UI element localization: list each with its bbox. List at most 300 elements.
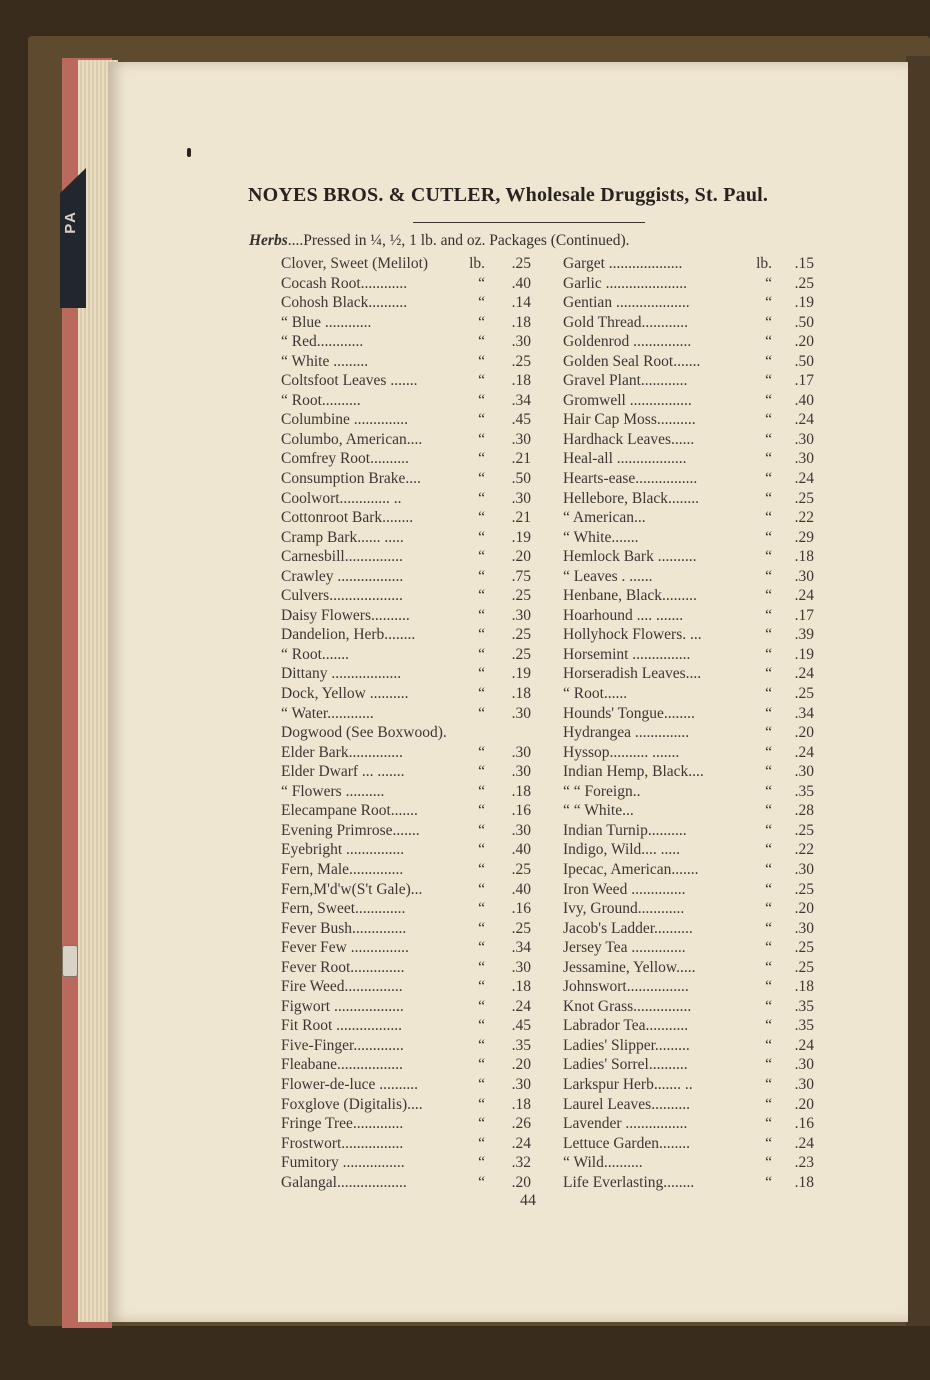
item-name: “ American...: [563, 509, 646, 527]
price-row: [563, 1075, 814, 1095]
price-row: [281, 1114, 531, 1134]
item-name: Fever Root..............: [281, 958, 405, 976]
item-name: Crawley .................: [281, 567, 404, 585]
price-row: [281, 704, 531, 724]
price-row: [281, 1016, 531, 1036]
item-unit: “: [478, 1056, 485, 1074]
item-unit: “: [478, 939, 485, 957]
item-unit: “: [478, 900, 485, 918]
item-price: .19: [794, 645, 814, 663]
index-tab-label: PA: [62, 210, 79, 234]
item-unit: “: [765, 372, 772, 390]
item-price: .18: [511, 372, 531, 390]
item-price: .19: [511, 665, 531, 683]
item-price: .24: [511, 997, 531, 1015]
price-row: [563, 762, 814, 782]
item-price: .18: [794, 1173, 814, 1191]
item-name: Goldenrod ...............: [563, 333, 692, 351]
item-price: .39: [794, 626, 814, 644]
price-row: [281, 489, 531, 509]
price-row: [281, 782, 531, 802]
item-price: .30: [794, 430, 814, 448]
item-unit: “: [765, 1173, 772, 1191]
item-price: .22: [794, 509, 814, 527]
item-price: .30: [794, 567, 814, 585]
item-unit: “: [765, 978, 772, 996]
item-price: .20: [794, 333, 814, 351]
item-name: “ Red............: [281, 333, 364, 351]
price-row: [281, 880, 531, 900]
item-unit: “: [478, 704, 485, 722]
item-price: .20: [794, 900, 814, 918]
item-price: .30: [511, 821, 531, 839]
item-price: .24: [794, 743, 814, 761]
price-row: [281, 547, 531, 567]
item-name: Labrador Tea...........: [563, 1017, 689, 1035]
item-unit: “: [478, 743, 485, 761]
item-unit: “: [478, 411, 485, 429]
price-row: [563, 1153, 814, 1173]
item-name: “ Wild..........: [563, 1154, 643, 1172]
section-intro: [249, 232, 630, 250]
item-unit: “: [478, 645, 485, 663]
item-name: Ladies' Sorrel..........: [563, 1056, 688, 1074]
item-price: .19: [794, 294, 814, 312]
item-price: .20: [794, 1095, 814, 1113]
ink-mark: [187, 148, 191, 157]
item-name: “ Root..........: [281, 391, 361, 409]
price-row: [281, 645, 531, 665]
item-unit: “: [765, 704, 772, 722]
item-unit: “: [765, 685, 772, 703]
item-name: Heal-all ..................: [563, 450, 687, 468]
price-row: [563, 1016, 814, 1036]
item-unit: “: [765, 1036, 772, 1054]
item-unit: “: [478, 1154, 485, 1172]
item-price: .35: [794, 782, 814, 800]
price-row: [563, 840, 814, 860]
item-name: Fire Weed...............: [281, 978, 403, 996]
left-price-column: [281, 254, 531, 1192]
item-unit: “: [765, 1134, 772, 1152]
price-row: [563, 254, 814, 274]
item-unit: “: [478, 1075, 485, 1093]
item-price: .25: [511, 255, 531, 272]
item-name: Columbine ..............: [281, 411, 409, 429]
item-unit: “: [478, 802, 485, 820]
item-name: Johnswort................: [563, 978, 689, 996]
item-unit: “: [765, 294, 772, 312]
price-row: [281, 684, 531, 704]
item-unit: “: [478, 509, 485, 527]
item-name: Garlic .....................: [563, 274, 687, 292]
paper-clip-icon: [62, 945, 78, 977]
item-name: Horsemint ...............: [563, 645, 691, 663]
item-price: .40: [511, 880, 531, 898]
header-rule: [413, 222, 645, 223]
item-name: Laurel Leaves..........: [563, 1095, 690, 1113]
item-name: Knot Grass...............: [563, 997, 692, 1015]
item-unit: “: [765, 274, 772, 292]
item-name: Comfrey Root..........: [281, 450, 409, 468]
item-name: Elder Bark..............: [281, 743, 403, 761]
item-name: Jacob's Ladder..........: [563, 919, 693, 937]
item-name: Hardhack Leaves......: [563, 430, 695, 448]
item-unit: “: [765, 1017, 772, 1035]
price-row: [281, 410, 531, 430]
item-price: .18: [511, 685, 531, 703]
price-row: [281, 1095, 531, 1115]
item-price: .16: [511, 802, 531, 820]
item-price: .24: [794, 665, 814, 683]
item-name: Carnesbill...............: [281, 548, 403, 566]
item-price: .30: [511, 489, 531, 507]
price-row: [563, 704, 814, 724]
price-row: [281, 586, 531, 606]
item-price: .24: [794, 1036, 814, 1054]
item-name: Gravel Plant............: [563, 372, 688, 390]
price-row: [281, 391, 531, 411]
item-name: “ Water............: [281, 704, 374, 722]
item-unit: “: [765, 470, 772, 488]
item-price: .24: [794, 411, 814, 429]
item-unit: “: [478, 763, 485, 781]
item-price: .25: [511, 919, 531, 937]
item-unit: “: [478, 372, 485, 390]
item-name: Fever Bush..............: [281, 919, 407, 937]
item-name: Hemlock Bark ..........: [563, 548, 697, 566]
item-name: “ “ White...: [563, 802, 634, 820]
item-name: Columbo, American....: [281, 430, 423, 448]
item-unit: “: [765, 391, 772, 409]
item-unit: “: [765, 1154, 772, 1172]
item-name: Garget ...................: [563, 255, 683, 272]
item-unit: “: [478, 997, 485, 1015]
item-unit: “: [765, 802, 772, 820]
item-name: Hounds' Tongue........: [563, 704, 695, 722]
item-name: Golden Seal Root.......: [563, 352, 701, 370]
item-price: .34: [511, 939, 531, 957]
item-price: .25: [511, 645, 531, 663]
item-name: Jersey Tea ..............: [563, 939, 686, 957]
price-row: [281, 469, 531, 489]
item-unit: “: [478, 548, 485, 566]
item-price: .30: [511, 606, 531, 624]
item-name: Ipecac, American.......: [563, 860, 699, 878]
item-price: .19: [511, 528, 531, 546]
item-unit: “: [765, 821, 772, 839]
item-name: Consumption Brake....: [281, 470, 421, 488]
section-description: ....Pressed in ¼, ½, 1 lb. and oz. Packages (Continued).: [287, 232, 630, 249]
item-unit: “: [478, 313, 485, 331]
next-page-edge: [906, 56, 930, 1326]
item-unit: “: [478, 391, 485, 409]
item-price: .18: [511, 978, 531, 996]
price-row: [563, 332, 814, 352]
price-row: [281, 1134, 531, 1154]
price-row: [563, 977, 814, 997]
item-name: Elder Dwarf ... .......: [281, 763, 405, 781]
item-price: .30: [511, 430, 531, 448]
item-unit: “: [765, 509, 772, 527]
price-row: [281, 449, 531, 469]
item-name: Frostwort................: [281, 1134, 404, 1152]
item-name: Daisy Flowers..........: [281, 606, 410, 624]
item-unit: “: [478, 352, 485, 370]
item-unit: “: [478, 294, 485, 312]
item-name: Figwort ..................: [281, 997, 404, 1015]
item-price: .24: [794, 470, 814, 488]
item-unit: “: [478, 587, 485, 605]
item-price: .30: [511, 958, 531, 976]
item-name: Flower-de-luce ..........: [281, 1075, 418, 1093]
item-unit: “: [478, 606, 485, 624]
price-row: [563, 664, 814, 684]
item-unit: “: [478, 821, 485, 839]
item-name: Cramp Bark...... .....: [281, 528, 404, 546]
item-unit: “: [478, 470, 485, 488]
price-row: [281, 508, 531, 528]
item-unit: “: [765, 626, 772, 644]
item-name: “ Blue ............: [281, 313, 372, 331]
price-row: [281, 606, 531, 626]
price-row: [563, 313, 814, 333]
price-row: [281, 528, 531, 548]
item-price: .29: [794, 528, 814, 546]
item-price: .40: [511, 274, 531, 292]
price-row: [281, 1173, 531, 1193]
item-unit: “: [765, 1075, 772, 1093]
item-unit: “: [765, 997, 772, 1015]
item-price: .35: [794, 997, 814, 1015]
item-name: Fleabane.................: [281, 1056, 403, 1074]
item-name: “ “ Foreign..: [563, 782, 641, 800]
item-unit: “: [765, 1095, 772, 1113]
item-price: .34: [794, 704, 814, 722]
item-price: .25: [511, 352, 531, 370]
price-row: [563, 860, 814, 880]
price-row: [281, 1153, 531, 1173]
price-row: [281, 958, 531, 978]
price-row: [563, 274, 814, 294]
item-name: Clover, Sweet (Melilot): [281, 255, 429, 272]
item-unit: “: [478, 1115, 485, 1133]
item-unit: “: [478, 274, 485, 292]
price-row: [281, 352, 531, 372]
item-name: Fringe Tree.............: [281, 1115, 404, 1133]
item-name: Indian Turnip..........: [563, 821, 687, 839]
price-row: [563, 723, 814, 743]
price-row: [563, 1095, 814, 1115]
item-price: .15: [794, 255, 814, 272]
price-row: [281, 625, 531, 645]
item-name: Ivy, Ground............: [563, 900, 685, 918]
item-unit: “: [765, 880, 772, 898]
price-row: [563, 821, 814, 841]
price-row: [281, 762, 531, 782]
item-price: .35: [794, 1017, 814, 1035]
right-price-column: [563, 254, 814, 1192]
item-unit: “: [765, 958, 772, 976]
item-name: Hydrangea ..............: [563, 724, 690, 742]
item-price: .26: [511, 1115, 531, 1133]
item-name: “ Root......: [563, 685, 628, 703]
price-row: [281, 254, 531, 274]
price-row: [281, 860, 531, 880]
item-name: Dittany ..................: [281, 665, 402, 683]
item-unit: “: [765, 489, 772, 507]
price-row: [281, 430, 531, 450]
item-unit: “: [478, 782, 485, 800]
item-name: Hair Cap Moss..........: [563, 411, 696, 429]
item-unit: “: [478, 1173, 485, 1191]
item-price: .23: [794, 1154, 814, 1172]
item-name: Elecampane Root.......: [281, 802, 418, 820]
item-name: Cocash Root............: [281, 274, 408, 292]
item-unit: “: [478, 685, 485, 703]
item-price: .45: [511, 1017, 531, 1035]
item-unit: “: [765, 939, 772, 957]
price-row: [281, 997, 531, 1017]
item-unit: “: [478, 1017, 485, 1035]
item-price: .25: [511, 626, 531, 644]
price-row: [563, 410, 814, 430]
item-name: Dogwood (See Boxwood).: [281, 724, 447, 742]
item-price: .24: [794, 587, 814, 605]
item-unit: “: [765, 645, 772, 663]
price-row: [563, 899, 814, 919]
price-row: [563, 743, 814, 763]
price-row: [563, 919, 814, 939]
item-price: .25: [794, 274, 814, 292]
item-price: .50: [511, 470, 531, 488]
price-row: [563, 880, 814, 900]
item-price: .30: [511, 763, 531, 781]
item-unit: “: [765, 450, 772, 468]
item-price: .24: [794, 1134, 814, 1152]
item-unit: “: [478, 665, 485, 683]
item-name: Cohosh Black..........: [281, 294, 408, 312]
item-name: Hyssop.......... .......: [563, 743, 680, 761]
price-row: [563, 1114, 814, 1134]
item-unit: “: [765, 333, 772, 351]
item-price: .25: [794, 821, 814, 839]
price-row: [563, 1055, 814, 1075]
item-name: Hellebore, Black........: [563, 489, 700, 507]
item-price: .24: [511, 1134, 531, 1152]
price-row: [563, 489, 814, 509]
price-row: [563, 1134, 814, 1154]
item-price: .25: [794, 880, 814, 898]
page-number: 44: [520, 1192, 536, 1209]
item-unit: “: [765, 587, 772, 605]
item-price: .50: [794, 313, 814, 331]
item-price: .30: [511, 1075, 531, 1093]
price-row: [281, 1055, 531, 1075]
item-price: .25: [794, 939, 814, 957]
item-price: .30: [511, 743, 531, 761]
item-unit: “: [478, 841, 485, 859]
item-price: .16: [511, 900, 531, 918]
item-unit: “: [765, 860, 772, 878]
item-name: Jessamine, Yellow.....: [563, 958, 696, 976]
item-price: .18: [794, 548, 814, 566]
item-unit: “: [765, 841, 772, 859]
price-row: [281, 664, 531, 684]
item-name: Eyebright ...............: [281, 841, 405, 859]
price-row: [563, 782, 814, 802]
item-price: .30: [794, 919, 814, 937]
price-row: [563, 1036, 814, 1056]
item-price: .17: [794, 372, 814, 390]
price-row: [281, 567, 531, 587]
price-row: [563, 684, 814, 704]
item-unit: “: [478, 1036, 485, 1054]
item-price: .25: [511, 587, 531, 605]
price-row: [563, 371, 814, 391]
price-row: [281, 1075, 531, 1095]
item-unit: “: [765, 1115, 772, 1133]
section-label: Herbs: [249, 232, 288, 249]
item-name: Five-Finger.............: [281, 1036, 404, 1054]
price-row: [281, 919, 531, 939]
item-name: Fever Few ...............: [281, 939, 409, 957]
item-name: Foxglove (Digitalis)....: [281, 1095, 423, 1113]
item-unit: “: [478, 860, 485, 878]
price-row: [281, 293, 531, 313]
price-row: [281, 801, 531, 821]
item-unit: “: [478, 958, 485, 976]
item-price: .40: [511, 841, 531, 859]
item-unit: “: [478, 528, 485, 546]
item-price: .30: [794, 763, 814, 781]
item-unit: “: [765, 430, 772, 448]
item-price: .22: [794, 841, 814, 859]
item-unit: “: [765, 900, 772, 918]
item-unit: “: [478, 1134, 485, 1152]
item-price: .25: [794, 958, 814, 976]
item-name: Gold Thread............: [563, 313, 688, 331]
item-price: .14: [511, 294, 531, 312]
item-unit: “: [478, 450, 485, 468]
item-price: .34: [511, 391, 531, 409]
item-name: “ Flowers ..........: [281, 782, 385, 800]
item-name: Cottonroot Bark........: [281, 509, 414, 527]
item-price: .21: [511, 509, 531, 527]
item-name: Iron Weed ..............: [563, 880, 686, 898]
price-row: [281, 977, 531, 997]
price-row: [563, 293, 814, 313]
item-unit: “: [478, 1095, 485, 1113]
item-price: .20: [511, 548, 531, 566]
item-price: .25: [511, 860, 531, 878]
item-name: Life Everlasting........: [563, 1173, 695, 1191]
item-unit: “: [765, 567, 772, 585]
item-price: .20: [511, 1056, 531, 1074]
item-name: Dock, Yellow ..........: [281, 685, 409, 703]
item-price: .21: [511, 450, 531, 468]
item-unit: “: [478, 430, 485, 448]
item-price: .30: [794, 860, 814, 878]
item-unit: “: [765, 763, 772, 781]
price-row: [281, 821, 531, 841]
price-row: [563, 449, 814, 469]
price-row: [281, 723, 531, 743]
item-price: .18: [511, 782, 531, 800]
item-price: .16: [794, 1115, 814, 1133]
item-name: Fern, Male..............: [281, 860, 404, 878]
item-name: Gromwell ................: [563, 391, 692, 409]
